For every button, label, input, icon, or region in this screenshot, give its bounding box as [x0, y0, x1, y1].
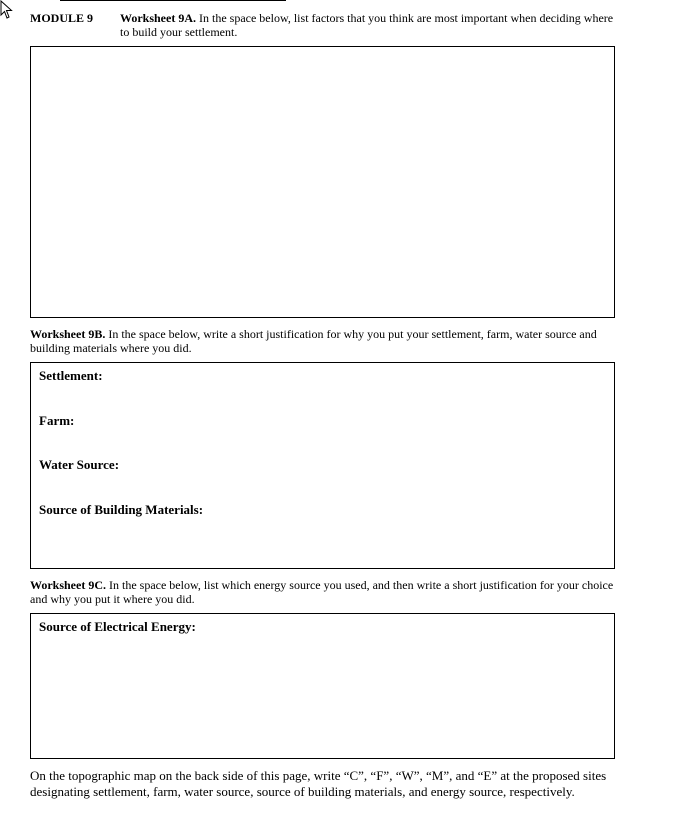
- worksheet-9b-answer-box[interactable]: [30, 362, 615, 569]
- electrical-energy-label: Source of Electrical Energy:: [39, 619, 196, 634]
- worksheet-9c-text: In the space below, list which energy source you used, and then write a short justification for your choice and why you put it where you did.: [30, 578, 614, 606]
- module-label: MODULE 9: [30, 11, 93, 25]
- worksheet-9b-title: Worksheet 9B.: [30, 327, 106, 341]
- building-materials-label: Source of Building Materials:: [39, 502, 204, 517]
- settlement-label: Settlement:: [39, 368, 103, 383]
- map-instruction: On the topographic map on the back side of this page, write “C”, “F”, “W”, “M”, and “E” at the proposed sites designating settlement, farm, water source, source of building materials, and energy source, respectively.: [30, 768, 607, 799]
- water-source-label: Water Source:: [39, 457, 120, 472]
- mouse-pointer-icon: [0, 0, 14, 20]
- worksheet-9a-text: In the space below, list factors that you think are most important when deciding where to build your settlement.: [120, 11, 614, 39]
- worksheet-9a-answer-box[interactable]: [30, 46, 615, 318]
- worksheet-9b-text: In the space below, write a short justification for why you put your settlement, farm, water source and building materials where you did.: [30, 327, 597, 355]
- worksheet-9a-title: Worksheet 9A.: [120, 11, 196, 25]
- worksheet-9a-prompt: [120, 11, 620, 39]
- worksheet-9b-prompt: [30, 327, 620, 355]
- name-underline: [60, 0, 286, 1]
- farm-label: Farm:: [39, 413, 75, 428]
- worksheet-9c-title: Worksheet 9C.: [30, 578, 106, 592]
- worksheet-9c-prompt: [30, 578, 620, 606]
- worksheet-9c-answer-box[interactable]: [30, 613, 615, 759]
